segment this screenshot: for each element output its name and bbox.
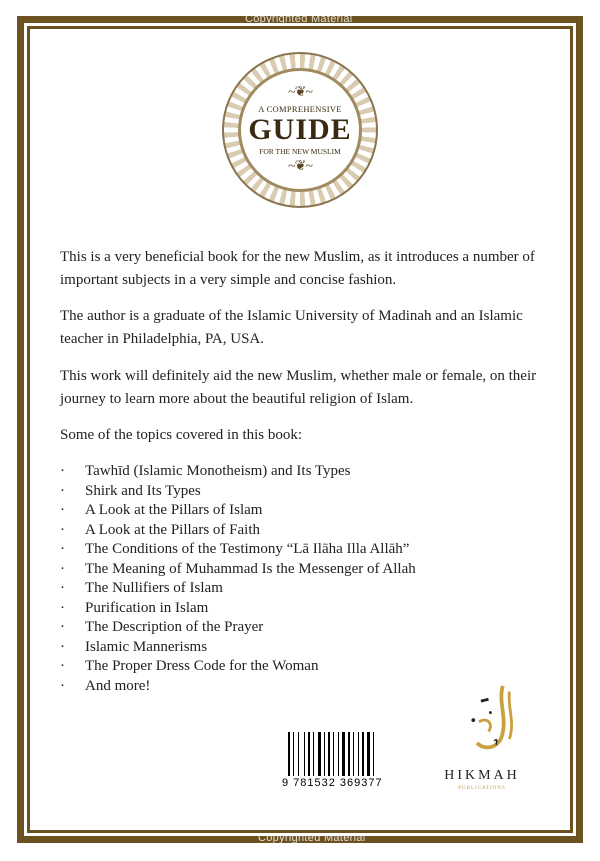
barcode-bar <box>335 732 337 776</box>
barcode-bar <box>358 732 359 776</box>
watermark-top: Copyrighted Material <box>245 13 353 25</box>
title-seal <box>222 52 378 208</box>
topic-label: The Meaning of Muhammad Is the Messenger of Allah <box>85 560 416 577</box>
topic-item <box>60 501 550 521</box>
bullet: · <box>60 560 65 577</box>
barcode-bar <box>306 732 307 776</box>
topic-label: Tawhīd (Islamic Monotheism) and Its Types <box>85 463 351 479</box>
topic-item <box>60 657 550 677</box>
bullet: · <box>60 463 65 479</box>
bullet: · <box>60 619 65 635</box>
barcode-bar <box>342 732 345 776</box>
barcode-bar <box>365 732 366 776</box>
publisher-subtitle: PUBLICATIONS <box>458 786 506 791</box>
barcode-bar <box>318 732 321 776</box>
barcode-bar <box>328 732 330 776</box>
barcode-bar <box>367 732 370 776</box>
watermark-bottom: Copyrighted Material <box>258 832 366 844</box>
topic-label: The Description of the Prayer <box>85 619 264 635</box>
barcode-bar <box>315 732 317 776</box>
barcode-bar <box>348 732 350 776</box>
topic-item <box>60 638 550 658</box>
barcode-bar <box>371 732 372 776</box>
seal-subtitle-top: A COMPREHENSIVE <box>258 104 342 114</box>
isbn-number: 9 781532 369377 <box>282 777 383 789</box>
publisher-name: HIKMAH <box>444 768 520 783</box>
topic-label: The Nullifiers of Islam <box>85 580 223 596</box>
barcode-bar <box>331 732 332 776</box>
barcode-bar <box>298 732 299 776</box>
barcode-bar <box>355 732 357 776</box>
topic-label: Purification in Islam <box>85 599 209 616</box>
barcode-bar <box>333 732 334 776</box>
hikmah-calligraphy-logo <box>460 684 536 760</box>
topic-label: And more! <box>85 677 151 694</box>
bullet: · <box>60 658 65 674</box>
barcode-bar <box>308 732 310 776</box>
topic-item <box>60 599 550 619</box>
barcode-bar <box>351 732 352 776</box>
barcode-bar <box>293 732 294 776</box>
barcode-bar <box>295 732 297 776</box>
barcode-bar <box>373 732 374 776</box>
description-paragraph: This is a very beneficial book for the new Muslim, as it introduces a number of important subjects in a very simple and concise fashion. <box>60 249 535 288</box>
topics-list <box>60 462 550 696</box>
barcode-bar <box>346 732 347 776</box>
bullet: · <box>60 482 65 499</box>
barcode-bar <box>304 732 305 776</box>
barcode-bar <box>291 732 292 776</box>
topic-label: Shirk and Its Types <box>85 482 201 499</box>
bullet: · <box>60 580 65 596</box>
topic-item <box>60 579 550 599</box>
aid-paragraph: This work will definitely aid the new Muslim, whether male or female, on their journey to learn more about the beautiful religion of Islam. <box>60 368 537 407</box>
topic-label: The Proper Dress Code for the Woman <box>85 658 319 674</box>
barcode-bar <box>338 732 339 776</box>
barcode-bar <box>375 732 377 776</box>
barcode-bar <box>322 732 323 776</box>
barcode <box>288 732 392 776</box>
barcode-bar <box>313 732 314 776</box>
barcode-bar <box>300 732 303 776</box>
seal-title: GUIDE <box>248 113 352 146</box>
body-text <box>60 246 550 696</box>
ornament-icon: ~❦~ <box>288 159 312 174</box>
topic-label: A Look at the Pillars of Islam <box>85 502 263 518</box>
barcode-bar <box>326 732 327 776</box>
topic-item <box>60 560 550 580</box>
topic-label: A Look at the Pillars of Faith <box>85 521 260 538</box>
seal-center <box>238 68 362 192</box>
topic-item <box>60 521 550 541</box>
seal-subtitle-bottom: FOR THE NEW MUSLIM <box>259 147 341 156</box>
barcode-bar <box>362 732 364 776</box>
bullet: · <box>60 521 65 538</box>
bullet: · <box>60 599 65 616</box>
ornament-icon: ~❦~ <box>288 85 312 100</box>
topic-label: The Conditions of the Testimony “Lā Ilāha Illa Allāh” <box>85 541 410 557</box>
author-paragraph: The author is a graduate of the Islamic University of Madinah and an Islamic teacher in Philadelphia, PA, USA. <box>60 308 523 347</box>
topic-item <box>60 618 550 638</box>
barcode-bar <box>288 732 290 776</box>
bullet: · <box>60 677 65 694</box>
barcode-bar <box>353 732 354 776</box>
topic-label: Islamic Mannerisms <box>85 638 208 655</box>
topic-item <box>60 462 550 482</box>
barcode-bar <box>311 732 312 776</box>
bullet: · <box>60 638 65 655</box>
bullet: · <box>60 502 65 518</box>
topic-item <box>60 482 550 502</box>
topic-item <box>60 540 550 560</box>
bullet: · <box>60 541 65 557</box>
barcode-bar <box>360 732 361 776</box>
barcode-bar <box>324 732 325 776</box>
barcode-bar <box>340 732 341 776</box>
topics-intro: Some of the topics covered in this book: <box>60 427 303 443</box>
